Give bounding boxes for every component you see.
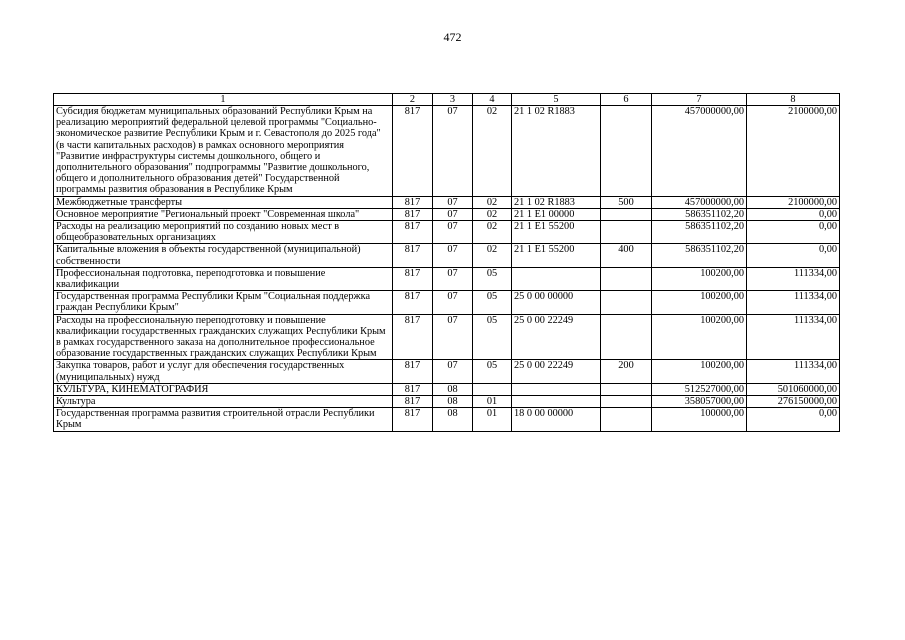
amount-year2-cell: 0,00: [747, 408, 840, 431]
subsection-code-cell: 01: [473, 396, 512, 408]
ministry-code-cell: 817: [393, 106, 433, 197]
section-code-cell: 07: [433, 208, 473, 220]
column-header-6: 6: [601, 94, 652, 106]
subsection-code-cell: 02: [473, 196, 512, 208]
table-row: [54, 244, 840, 267]
target-article-cell: 25 0 00 22249: [512, 314, 601, 360]
target-article-cell: 21 1 02 R1883: [512, 196, 601, 208]
expense-type-cell: [601, 267, 652, 290]
target-article-cell: 25 0 00 00000: [512, 291, 601, 314]
section-code-cell: 08: [433, 396, 473, 408]
name-cell: Расходы на профессиональную переподготовку и повышение квалификации государственных гражданских служащих Республики Крым в рамках государственного заказа на дополнительное профессиональное образование государственных гражданских служащих Республики Крым: [54, 314, 393, 360]
column-header-7: 7: [652, 94, 747, 106]
name-cell: Профессиональная подготовка, переподготовка и повышение квалификации: [54, 267, 393, 290]
section-code-cell: 07: [433, 314, 473, 360]
amount-year2-cell: 111334,00: [747, 291, 840, 314]
expense-type-cell: 500: [601, 196, 652, 208]
target-article-cell: 21 1 E1 00000: [512, 208, 601, 220]
expense-type-cell: [601, 314, 652, 360]
column-header-2: 2: [393, 94, 433, 106]
section-code-cell: 07: [433, 244, 473, 267]
ministry-code-cell: 817: [393, 396, 433, 408]
amount-year1-cell: 100200,00: [652, 360, 747, 383]
ministry-code-cell: 817: [393, 196, 433, 208]
amount-year1-cell: 586351102,20: [652, 221, 747, 244]
expense-type-cell: [601, 408, 652, 431]
section-code-cell: 07: [433, 291, 473, 314]
expense-type-cell: [601, 396, 652, 408]
subsection-code-cell: 05: [473, 360, 512, 383]
amount-year2-cell: 2100000,00: [747, 196, 840, 208]
expense-type-cell: [601, 106, 652, 197]
table-row: [54, 196, 840, 208]
amount-year2-cell: 0,00: [747, 221, 840, 244]
amount-year1-cell: 586351102,20: [652, 208, 747, 220]
name-cell: Расходы на реализацию мероприятий по созданию новых мест в общеобразовательных организациях: [54, 221, 393, 244]
amount-year1-cell: 100000,00: [652, 408, 747, 431]
table-row: [54, 106, 840, 197]
subsection-code-cell: 02: [473, 244, 512, 267]
table-row: [54, 408, 840, 431]
table-row: [54, 360, 840, 383]
ministry-code-cell: 817: [393, 383, 433, 395]
amount-year1-cell: 358057000,00: [652, 396, 747, 408]
section-code-cell: 07: [433, 360, 473, 383]
budget-table: [53, 93, 840, 432]
column-header-5: 5: [512, 94, 601, 106]
expense-type-cell: [601, 383, 652, 395]
amount-year2-cell: 111334,00: [747, 314, 840, 360]
target-article-cell: [512, 396, 601, 408]
subsection-code-cell: 05: [473, 291, 512, 314]
amount-year2-cell: 2100000,00: [747, 106, 840, 197]
ministry-code-cell: 817: [393, 208, 433, 220]
page-number: 472: [443, 30, 462, 44]
name-cell: Государственная программа Республики Крым "Социальная поддержка граждан Республики Крым": [54, 291, 393, 314]
amount-year1-cell: 586351102,20: [652, 244, 747, 267]
amount-year1-cell: 100200,00: [652, 267, 747, 290]
section-code-cell: 07: [433, 267, 473, 290]
target-article-cell: 25 0 00 22249: [512, 360, 601, 383]
table-row: [54, 383, 840, 395]
expense-type-cell: [601, 291, 652, 314]
expense-type-cell: [601, 221, 652, 244]
section-code-cell: 08: [433, 408, 473, 431]
table-row: [54, 314, 840, 360]
target-article-cell: 21 1 E1 55200: [512, 221, 601, 244]
table-row: [54, 208, 840, 220]
subsection-code-cell: 02: [473, 106, 512, 197]
subsection-code-cell: [473, 383, 512, 395]
column-header-8: 8: [747, 94, 840, 106]
table-body: [54, 106, 840, 432]
table-row: [54, 396, 840, 408]
amount-year1-cell: 457000000,00: [652, 106, 747, 197]
table-row: [54, 267, 840, 290]
amount-year1-cell: 100200,00: [652, 314, 747, 360]
amount-year2-cell: 111334,00: [747, 267, 840, 290]
subsection-code-cell: 02: [473, 221, 512, 244]
target-article-cell: 18 0 00 00000: [512, 408, 601, 431]
amount-year2-cell: 501060000,00: [747, 383, 840, 395]
ministry-code-cell: 817: [393, 360, 433, 383]
subsection-code-cell: 02: [473, 208, 512, 220]
column-header-3: 3: [433, 94, 473, 106]
name-cell: Государственная программа развития строительной отрасли Республики Крым: [54, 408, 393, 431]
target-article-cell: [512, 267, 601, 290]
section-code-cell: 07: [433, 106, 473, 197]
ministry-code-cell: 817: [393, 291, 433, 314]
subsection-code-cell: 01: [473, 408, 512, 431]
target-article-cell: 21 1 E1 55200: [512, 244, 601, 267]
name-cell: КУЛЬТУРА, КИНЕМАТОГРАФИЯ: [54, 383, 393, 395]
ministry-code-cell: 817: [393, 267, 433, 290]
section-code-cell: 08: [433, 383, 473, 395]
expense-type-cell: 400: [601, 244, 652, 267]
table-row: [54, 291, 840, 314]
subsection-code-cell: 05: [473, 314, 512, 360]
amount-year1-cell: 512527000,00: [652, 383, 747, 395]
name-cell: Межбюджетные трансферты: [54, 196, 393, 208]
name-cell: Капитальные вложения в объекты государственной (муниципальной) собственности: [54, 244, 393, 267]
name-cell: Основное мероприятие "Региональный проект "Современная школа": [54, 208, 393, 220]
target-article-cell: [512, 383, 601, 395]
column-header-4: 4: [473, 94, 512, 106]
subsection-code-cell: 05: [473, 267, 512, 290]
amount-year2-cell: 0,00: [747, 244, 840, 267]
ministry-code-cell: 817: [393, 221, 433, 244]
header-row: [54, 94, 840, 106]
name-cell: Субсидия бюджетам муниципальных образований Республики Крым на реализацию мероприятий федеральной целевой программы "Социально-экономическое развитие Республики Крым и г. Севастополя до 2025 года" (в части капитальных расходов) в рамках основного мероприятия "Развитие инфраструктуры системы дошкольного, общего и дополнительного образования" подпрограммы "Развитие дошкольного, общего и дополнительного образования детей" Государственной программы развития образования в Республике Крым: [54, 106, 393, 197]
expense-type-cell: [601, 208, 652, 220]
column-header-1: 1: [54, 94, 393, 106]
section-code-cell: 07: [433, 196, 473, 208]
table-row: [54, 221, 840, 244]
ministry-code-cell: 817: [393, 244, 433, 267]
name-cell: Культура: [54, 396, 393, 408]
ministry-code-cell: 817: [393, 314, 433, 360]
expense-type-cell: 200: [601, 360, 652, 383]
target-article-cell: 21 1 02 R1883: [512, 106, 601, 197]
amount-year2-cell: 0,00: [747, 208, 840, 220]
amount-year2-cell: 276150000,00: [747, 396, 840, 408]
name-cell: Закупка товаров, работ и услуг для обеспечения государственных (муниципальных) нужд: [54, 360, 393, 383]
ministry-code-cell: 817: [393, 408, 433, 431]
amount-year1-cell: 457000000,00: [652, 196, 747, 208]
amount-year1-cell: 100200,00: [652, 291, 747, 314]
section-code-cell: 07: [433, 221, 473, 244]
amount-year2-cell: 111334,00: [747, 360, 840, 383]
